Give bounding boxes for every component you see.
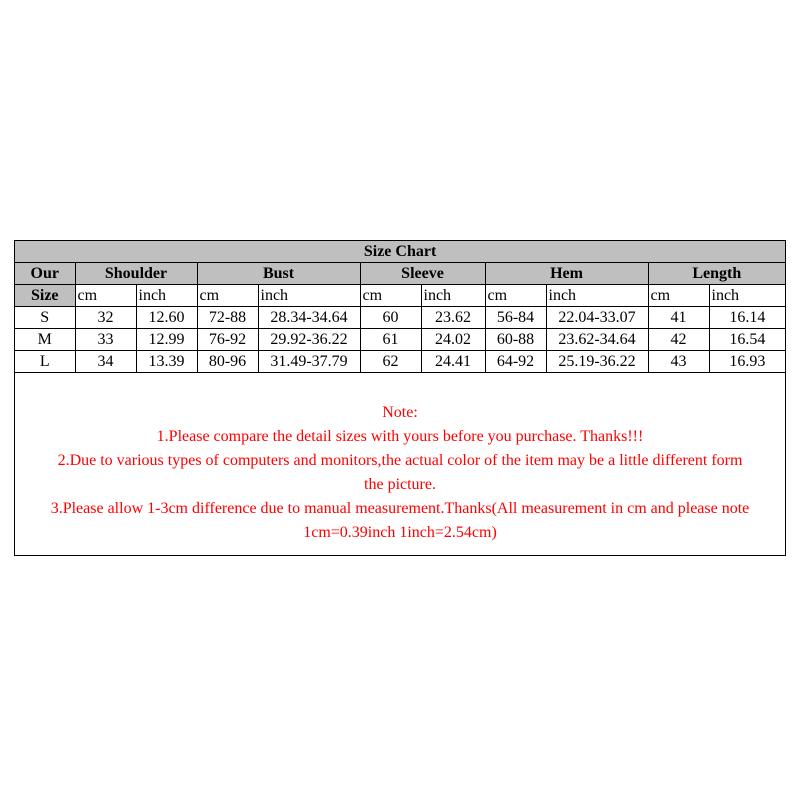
column-header-bust: Bust — [197, 263, 360, 285]
table-cell: 29.92-36.22 — [258, 329, 360, 351]
table-cell: 33 — [75, 329, 136, 351]
table-cell: 28.34-34.64 — [258, 307, 360, 329]
note-heading: Note: — [382, 404, 418, 421]
header-row — [15, 263, 785, 285]
table-cell: 72-88 — [197, 307, 258, 329]
unit-label: cm — [648, 285, 709, 307]
table-cell: 24.02 — [421, 329, 485, 351]
table-cell: 61 — [360, 329, 421, 351]
note-line: 1.Please compare the detail sizes with yours before you purchase. Thanks!!! — [156, 428, 644, 445]
table-title: Size Chart — [15, 241, 785, 263]
unit-label: inch — [546, 285, 648, 307]
table-cell: 24.41 — [421, 351, 485, 373]
table-cell: 34 — [75, 351, 136, 373]
column-header-shoulder: Shoulder — [75, 263, 197, 285]
unit-label: inch — [136, 285, 197, 307]
note-line: 3.Please allow 1-3cm difference due to manual measurement.Thanks(All measurement in cm and please note — [50, 500, 750, 517]
table-row — [15, 329, 785, 351]
column-header-hem: Hem — [485, 263, 648, 285]
table-cell: 16.54 — [709, 329, 785, 351]
table-cell: 12.60 — [136, 307, 197, 329]
table-cell: 80-96 — [197, 351, 258, 373]
note-line: 1cm=0.39inch 1inch=2.54cm) — [303, 524, 497, 541]
table-cell: 16.93 — [709, 351, 785, 373]
size-chart-frame — [14, 240, 786, 556]
corner-label-our: Our — [15, 263, 75, 285]
unit-label: cm — [197, 285, 258, 307]
table-cell: 31.49-37.79 — [258, 351, 360, 373]
size-label: M — [15, 329, 75, 351]
notes-block — [15, 401, 785, 545]
table-cell: 76-92 — [197, 329, 258, 351]
unit-label: inch — [258, 285, 360, 307]
table-cell: 12.99 — [136, 329, 197, 351]
size-label: S — [15, 307, 75, 329]
table-cell: 32 — [75, 307, 136, 329]
unit-label: cm — [75, 285, 136, 307]
table-cell: 60 — [360, 307, 421, 329]
note-line: the picture. — [364, 476, 436, 493]
table-cell: 42 — [648, 329, 709, 351]
note-line: 2.Due to various types of computers and monitors,the actual color of the item may be a little different form — [57, 452, 743, 469]
size-chart-table — [15, 241, 785, 373]
table-cell: 41 — [648, 307, 709, 329]
unit-row — [15, 285, 785, 307]
unit-label: cm — [360, 285, 421, 307]
unit-label: inch — [709, 285, 785, 307]
table-cell: 13.39 — [136, 351, 197, 373]
table-cell: 56-84 — [485, 307, 546, 329]
table-row — [15, 307, 785, 329]
column-header-sleeve: Sleeve — [360, 263, 485, 285]
table-cell: 25.19-36.22 — [546, 351, 648, 373]
table-cell: 16.14 — [709, 307, 785, 329]
column-header-length: Length — [648, 263, 785, 285]
table-cell: 43 — [648, 351, 709, 373]
table-cell: 23.62-34.64 — [546, 329, 648, 351]
table-cell: 64-92 — [485, 351, 546, 373]
corner-label-size: Size — [15, 285, 75, 307]
table-cell: 23.62 — [421, 307, 485, 329]
unit-label: inch — [421, 285, 485, 307]
unit-label: cm — [485, 285, 546, 307]
table-cell: 22.04-33.07 — [546, 307, 648, 329]
table-cell: 60-88 — [485, 329, 546, 351]
title-row — [15, 241, 785, 263]
table-cell: 62 — [360, 351, 421, 373]
table-row — [15, 351, 785, 373]
size-label: L — [15, 351, 75, 373]
